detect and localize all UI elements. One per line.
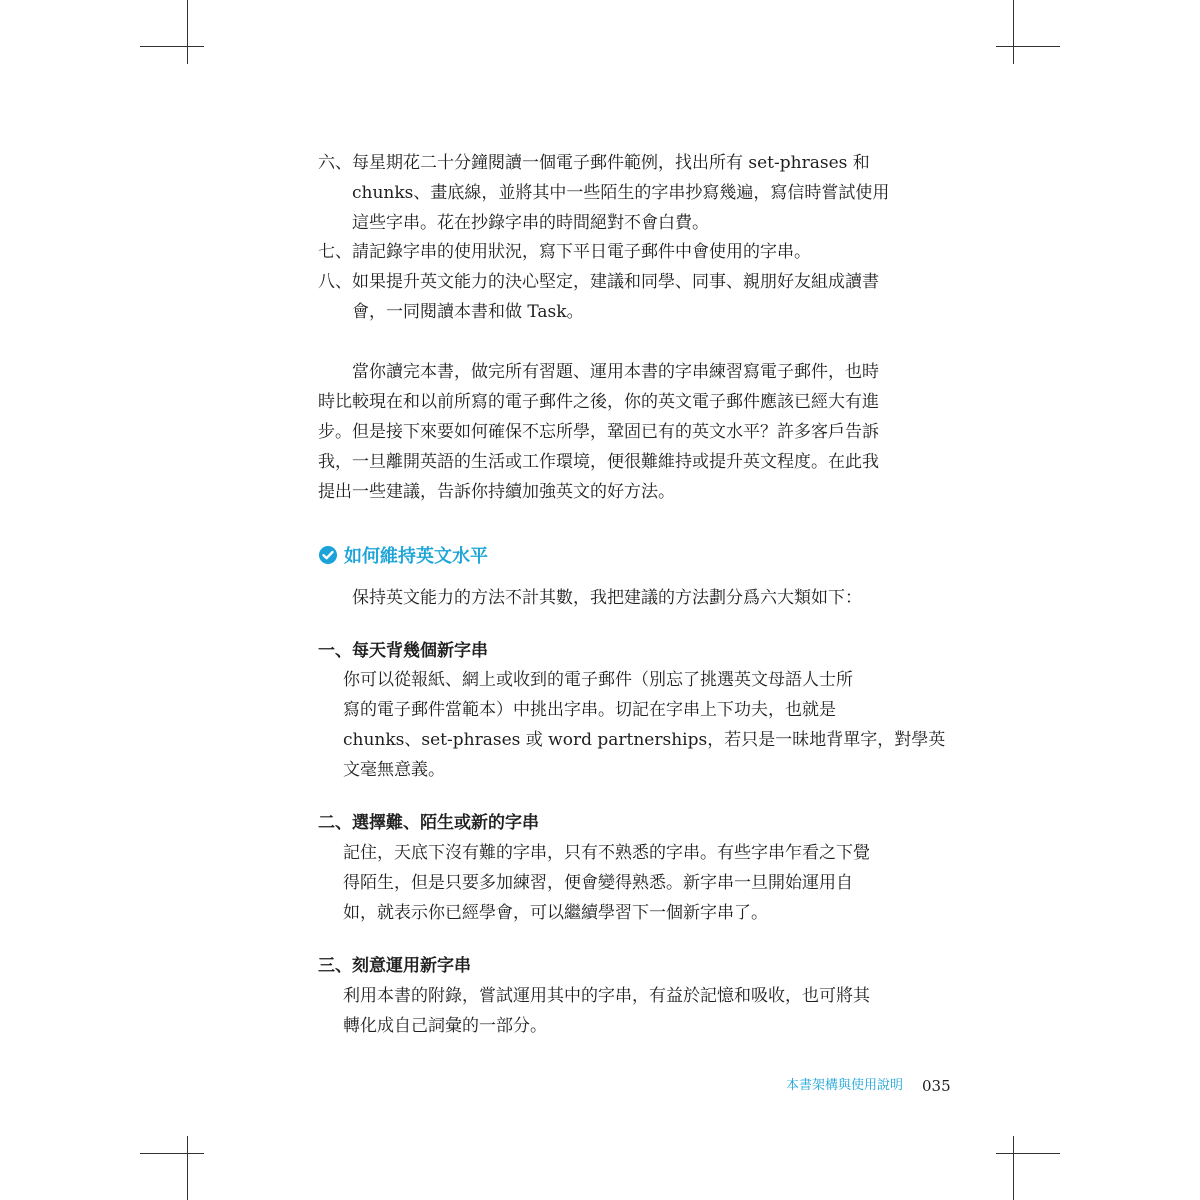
paragraph-line: 提出一些建議，告訴你持續加強英文的好方法。	[318, 482, 675, 502]
crop-mark	[140, 1153, 204, 1154]
paragraph-line: 步。但是接下來要如何確保不忘所學，鞏固已有的英文水平？許多客戶告訴	[318, 422, 879, 442]
method-line: chunks、set-phrases 或 word partnerships，若只是一昧地背單字，對學英	[343, 730, 946, 750]
page-number: 035	[922, 1077, 951, 1095]
crop-mark	[140, 46, 204, 47]
crop-mark	[996, 46, 1060, 47]
list-line: chunks、畫底線，並將其中一些陌生的字串抄寫幾遍，寫信時嘗試使用	[352, 183, 890, 203]
crop-mark	[187, 1136, 188, 1200]
list-line: 每星期花二十分鐘閱讀一個電子郵件範例，找出所有 set-phrases 和	[352, 153, 870, 173]
method-line: 記住，天底下沒有難的字串，只有不熟悉的字串。有些字串乍看之下覺	[343, 843, 870, 863]
method-heading: 一、每天背幾個新字串	[318, 641, 488, 661]
method-line: 得陌生，但是只要多加練習，便會變得熟悉。新字串一旦開始運用自	[343, 873, 853, 893]
list-number: 七、	[318, 242, 352, 262]
check-circle-icon	[318, 545, 338, 565]
list-number: 八、	[318, 272, 352, 292]
footer-section-name: 本書架構與使用說明	[786, 1078, 904, 1093]
crop-mark	[1013, 1136, 1014, 1200]
list-line: 這些字串。花在抄錄字串的時間絕對不會白費。	[352, 213, 709, 233]
method-line: 你可以從報紙、網上或收到的電子郵件（別忘了挑選英文母語人士所	[343, 670, 853, 690]
crop-mark	[1013, 0, 1014, 64]
method-line: 轉化成自己詞彙的一部分。	[343, 1016, 547, 1036]
list-line: 如果提升英文能力的決心堅定，建議和同學、同事、親朋好友組成讀書	[352, 272, 879, 292]
list-number: 六、	[318, 153, 352, 173]
method-line: 利用本書的附錄，嘗試運用其中的字串，有益於記憶和吸收，也可將其	[343, 986, 870, 1006]
paragraph-line: 當你讀完本書，做完所有習題、運用本書的字串練習寫電子郵件，也時	[352, 362, 879, 382]
section-title	[318, 540, 488, 570]
method-line: 如，就表示你已經學會，可以繼續學習下一個新字串了。	[343, 903, 768, 923]
paragraph-line: 我，一旦離開英語的生活或工作環境，便很難維持或提升英文程度。在此我	[318, 452, 879, 472]
list-line: 會，一同閱讀本書和做 Task。	[352, 302, 584, 322]
crop-mark	[996, 1153, 1060, 1154]
paragraph-line: 時比較現在和以前所寫的電子郵件之後，你的英文電子郵件應該已經大有進	[318, 392, 879, 412]
section-title-text: 如何維持英文水平	[344, 546, 488, 567]
list-line: 請記錄字串的使用狀況，寫下平日電子郵件中會使用的字串。	[352, 242, 811, 262]
method-heading: 二、選擇難、陌生或新的字串	[318, 813, 539, 833]
method-heading: 三、刻意運用新字串	[318, 956, 471, 976]
method-line: 寫的電子郵件當範本）中挑出字串。切記在字串上下功夫，也就是	[343, 700, 836, 720]
lead-line: 保持英文能力的方法不計其數，我把建議的方法劃分爲六大類如下：	[352, 588, 862, 608]
method-line: 文毫無意義。	[343, 760, 445, 780]
crop-mark	[187, 0, 188, 64]
